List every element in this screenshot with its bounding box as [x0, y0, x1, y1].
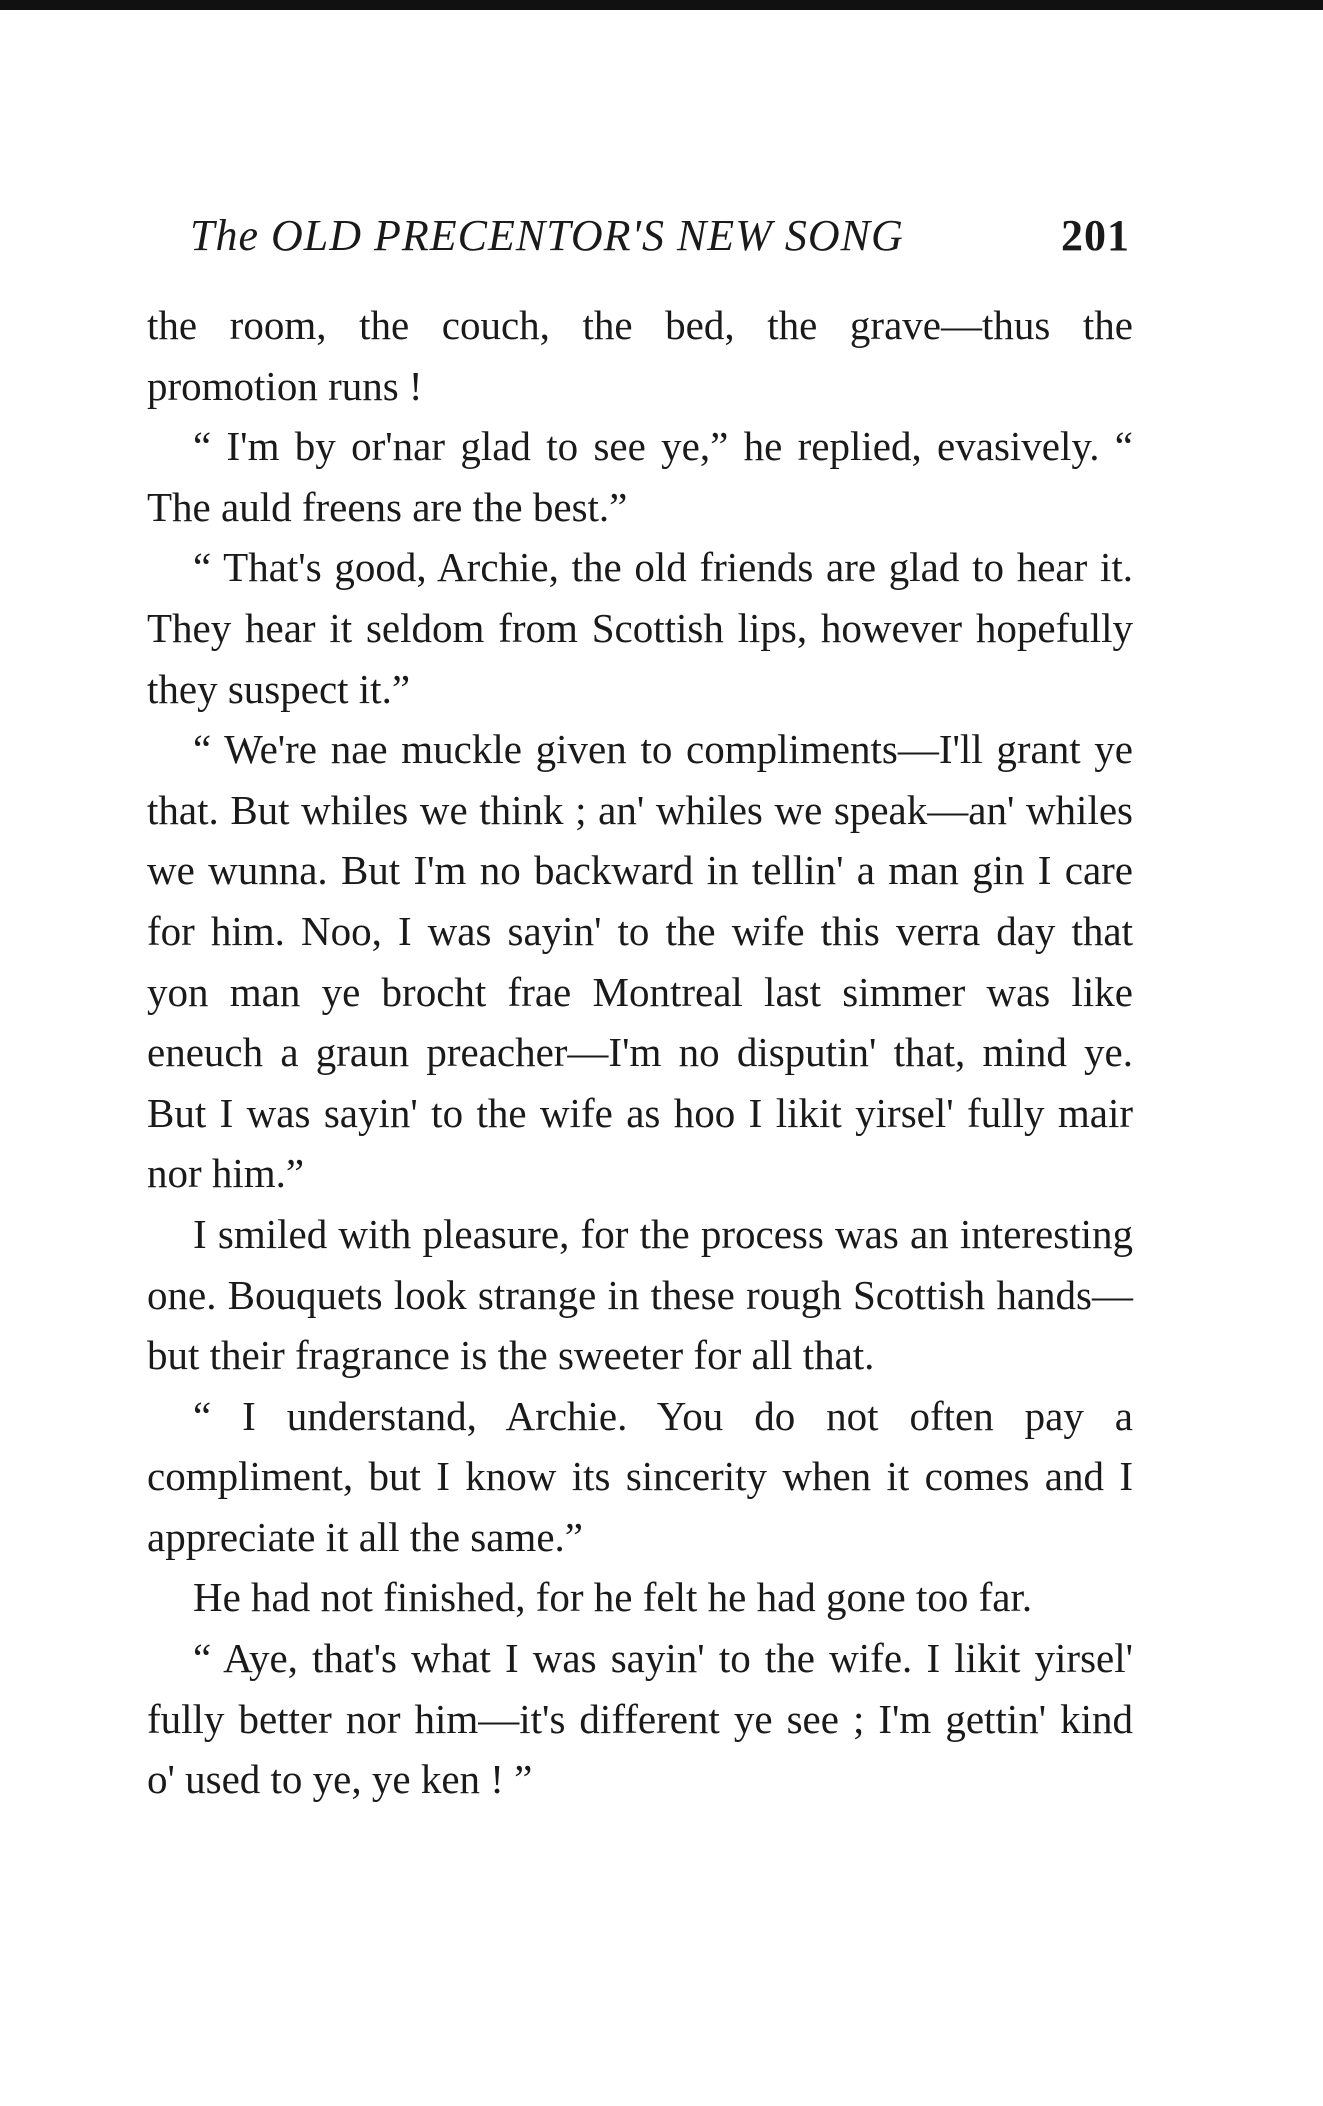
- paragraph-continuation: the room, the couch, the bed, the grave—thus the promotion runs !: [147, 302, 1133, 409]
- page-edge-rule: [0, 0, 1323, 10]
- paragraph: “ We're nae muckle given to compliments—I'll grant ye that. But whiles we think ; an' whiles we speak—an' whiles we wunna. But I'm no backward in tellin' a man gin I care for him. Noo, I was sayin' to the wife this verra day that yon man ye brocht frae Montreal last simmer was like eneuch a graun preacher—I'm no disputin' that, mind ye. But I was sayin' to the wife as hoo I likit yirsel' fully mair nor him.”: [147, 726, 1133, 1197]
- paragraph: He had not finished, for he felt he had gone too far.: [193, 1574, 1033, 1621]
- paragraph: “ Aye, that's what I was sayin' to the wife. I likit yirsel' fully better nor him—it's different ye see ; I'm gettin' kind o' used to ye, ye ken ! ”: [147, 1635, 1133, 1803]
- paragraph: “ I'm by or'nar glad to see ye,” he replied, evasively. “ The auld freens are the best.”: [147, 423, 1133, 530]
- page-body: [147, 295, 1133, 1810]
- paragraph: “ I understand, Archie. You do not often pay a compliment, but I know its sincerity when it comes and I appreciate it all the same.”: [147, 1392, 1133, 1560]
- page-number: 201: [1061, 211, 1130, 260]
- paragraph: “ That's good, Archie, the old friends are glad to hear it. They hear it seldom from Scottish lips, however hopefully they suspect it.”: [147, 544, 1133, 712]
- running-header: [190, 210, 1130, 270]
- running-title: The OLD PRECENTOR'S NEW SONG: [190, 211, 904, 260]
- paragraph: I smiled with pleasure, for the process was an interesting one. Bouquets look strange in these rough Scottish hands—but their fragrance is the sweeter for all that.: [147, 1210, 1133, 1379]
